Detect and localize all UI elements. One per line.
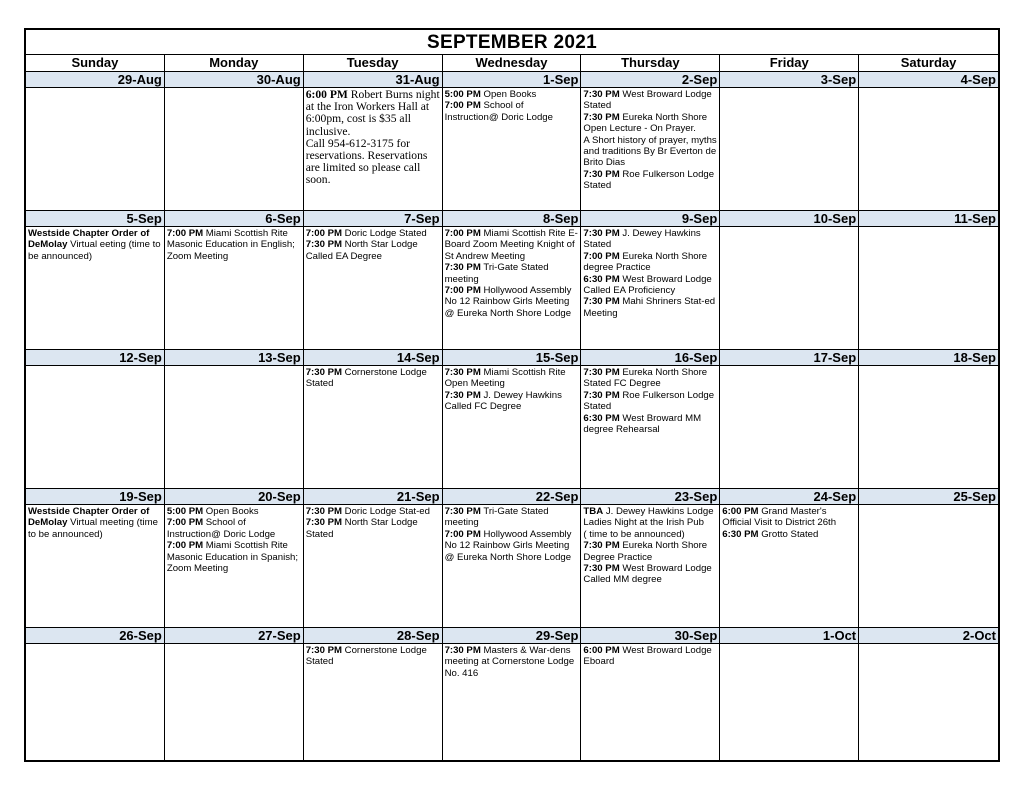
day-cell[interactable] (26, 489, 165, 627)
event-item (167, 506, 302, 517)
event-time: 7:00 PM (444, 285, 481, 297)
event-time: 7:30 PM (583, 89, 620, 100)
day-events (859, 366, 998, 367)
event-time: 6:00 PM (305, 88, 348, 101)
day-cell[interactable] (304, 350, 443, 488)
day-events (304, 644, 442, 668)
day-events (165, 505, 303, 574)
event-item (583, 89, 718, 112)
day-events (581, 366, 719, 435)
day-cell[interactable] (304, 489, 443, 627)
weekday-tuesday: Tuesday (304, 55, 443, 71)
event-item (28, 228, 163, 262)
day-events (443, 227, 581, 319)
day-events (165, 366, 303, 367)
day-cell[interactable] (581, 350, 720, 488)
day-date: 29-Sep (443, 628, 581, 644)
calendar-title: SEPTEMBER 2021 (26, 30, 998, 55)
day-events (720, 88, 858, 89)
event-item (445, 506, 580, 529)
event-text: Cornerstone Lodge Stated (305, 367, 427, 390)
day-cell[interactable] (581, 72, 720, 210)
day-date: 16-Sep (581, 350, 719, 366)
day-cell[interactable] (443, 72, 582, 210)
event-text: Robert Burns night at the Iron Workers Hall at 6:00pm, cost is $35 all inclusive. Call 954-612-3175 for reservations. Reservations are limited so please call soon. (305, 88, 440, 187)
event-text: Miami Scottish Rite Masonic Education in Spanish; Zoom Meeting (166, 540, 299, 575)
event-text: Eureka North Shore degree Practice (583, 250, 708, 274)
event-item (28, 506, 163, 540)
event-time: 7:30 PM (444, 367, 481, 378)
weekday-sunday: Sunday (26, 55, 165, 71)
day-cell[interactable] (443, 350, 582, 488)
day-events (581, 88, 719, 192)
event-item (306, 367, 441, 390)
day-cell[interactable] (443, 489, 582, 627)
event-item (722, 506, 857, 529)
day-cell[interactable] (859, 72, 998, 210)
event-time: 7:30 PM (305, 517, 342, 529)
event-text: School of Instruction@ Doric Lodge (166, 517, 276, 540)
day-date: 12-Sep (26, 350, 164, 366)
event-item (445, 390, 580, 413)
day-cell[interactable] (165, 489, 304, 627)
event-text: Tri-Gate Stated meeting (444, 506, 549, 529)
day-cell[interactable] (859, 211, 998, 349)
day-date: 19-Sep (26, 489, 164, 505)
day-events (581, 227, 719, 319)
event-item (583, 506, 718, 540)
event-item (306, 506, 441, 517)
event-text: West Broward Lodge Stated (583, 89, 712, 112)
event-text: Roe Fulkerson Lodge Stated (583, 168, 715, 192)
event-text: Grotto Stated (761, 528, 819, 540)
day-events (720, 227, 858, 228)
day-cell[interactable] (859, 628, 998, 760)
event-text: School of Instruction@ Doric Lodge (444, 100, 553, 123)
event-item (167, 540, 302, 574)
day-events (581, 505, 719, 586)
day-date: 11-Sep (859, 211, 998, 227)
event-text: Open Books (483, 89, 537, 100)
event-item (306, 239, 441, 262)
event-item (445, 89, 580, 100)
day-cell[interactable] (581, 211, 720, 349)
event-item (583, 413, 718, 436)
event-time: 7:30 PM (444, 645, 481, 656)
event-text: Open Books (205, 506, 259, 517)
event-text: West Broward MM degree Rehearsal (583, 412, 702, 436)
weekday-saturday: Saturday (900, 55, 957, 70)
day-date: 17-Sep (720, 350, 858, 366)
event-text: J. Dewey Hawkins Stated (583, 228, 701, 251)
event-time: 7:00 PM (444, 100, 481, 112)
day-date: 5-Sep (26, 211, 164, 227)
day-date: 15-Sep (443, 350, 581, 366)
event-item (583, 274, 718, 297)
day-cell[interactable] (26, 72, 165, 210)
event-text: Virtual eeting (time to be announced) (28, 239, 161, 262)
event-item (583, 251, 718, 274)
event-text: Masters & War-dens meeting at Cornerstone Lodge No. 416 (444, 645, 575, 679)
weekday-wednesday: Wednesday (443, 55, 582, 71)
event-item (306, 228, 441, 239)
event-time: 6:30 PM (583, 412, 620, 424)
day-date: 22-Sep (443, 489, 581, 505)
event-item (722, 529, 857, 540)
event-time: 7:00 PM (583, 250, 620, 262)
event-item (583, 563, 718, 586)
day-cell[interactable] (165, 72, 304, 210)
event-item (583, 540, 718, 563)
day-events (304, 88, 442, 187)
day-events (304, 505, 442, 540)
event-time: 7:30 PM (583, 168, 620, 180)
day-events (859, 505, 998, 506)
week-row (26, 628, 998, 760)
event-text: West Broward Lodge Eboard (583, 645, 712, 668)
week-row (26, 72, 998, 211)
event-text: Grand Master's Official Visit to District 26th (722, 506, 837, 529)
event-item (306, 645, 441, 668)
day-date: 29-Aug (26, 72, 164, 88)
day-events (26, 644, 164, 645)
day-events (304, 227, 442, 262)
event-item (167, 228, 302, 262)
event-item (445, 645, 580, 679)
event-time: 7:30 PM (583, 228, 620, 239)
week-row (26, 489, 998, 628)
event-time: Westside Chapter Order of DeMolay (28, 228, 150, 251)
day-date: 23-Sep (581, 489, 719, 505)
day-date: 1-Oct (720, 628, 858, 644)
event-text: Eureka North Shore Open Lecture - On Prayer. A Short history of prayer, myths and traditions By Br Everton de Brito Dias (583, 111, 717, 169)
event-item (583, 228, 718, 251)
event-text: North Star Lodge Stated (305, 517, 418, 540)
day-date: 7-Sep (304, 211, 442, 227)
day-date: 30-Sep (581, 628, 719, 644)
event-text: Virtual meeting (time to be announced) (28, 517, 158, 540)
event-time: 7:30 PM (444, 262, 481, 274)
weekday-header (26, 55, 998, 72)
day-cell[interactable] (165, 628, 304, 760)
day-date: 6-Sep (165, 211, 303, 227)
event-item (445, 367, 580, 390)
day-events (859, 227, 998, 228)
day-cell[interactable] (859, 350, 998, 488)
day-cell[interactable] (304, 72, 443, 210)
event-time: 7:00 PM (166, 517, 204, 529)
event-text: J. Dewey Hawkins Lodge Ladies Night at the Irish Pub ( time to be announced) (583, 506, 714, 540)
event-item (583, 645, 718, 668)
event-text: West Broward Lodge Called MM degree (583, 563, 712, 586)
event-item (445, 100, 580, 123)
event-time: 7:30 PM (444, 506, 481, 517)
day-events (165, 644, 303, 645)
event-text: West Broward Lodge Called EA Proficiency (583, 273, 712, 297)
weekday-monday: Monday (165, 55, 304, 71)
event-time: 7:00 PM (166, 540, 204, 552)
day-cell[interactable] (304, 628, 443, 760)
event-item (583, 367, 718, 390)
event-time: 6:30 PM (722, 528, 759, 540)
event-time: 7:30 PM (305, 506, 342, 517)
week-row (26, 350, 998, 489)
day-events (859, 644, 998, 645)
event-time: 7:00 PM (444, 528, 481, 540)
day-events (165, 227, 303, 262)
day-cell[interactable] (443, 211, 582, 349)
event-text: Doric Lodge Stated (344, 228, 427, 239)
day-cell[interactable] (720, 489, 859, 627)
day-cell[interactable] (165, 350, 304, 488)
day-cell[interactable] (720, 350, 859, 488)
event-item (445, 529, 580, 563)
day-date: 26-Sep (26, 628, 164, 644)
event-time: TBA (583, 506, 604, 517)
day-events (443, 88, 581, 123)
day-date: 9-Sep (581, 211, 719, 227)
event-text: Hollywood Assembly No 12 Rainbow Girls Meeting @ Eureka North Shore Lodge (444, 285, 572, 319)
weekday-thursday: Thursday (581, 55, 720, 71)
day-date: 2-Sep (581, 72, 719, 88)
day-cell[interactable] (304, 211, 443, 349)
event-text: Doric Lodge Stat-ed (344, 506, 430, 517)
event-item (583, 112, 718, 169)
day-cell[interactable] (720, 628, 859, 760)
day-events (720, 505, 858, 540)
day-events (720, 644, 858, 645)
day-date: 1-Sep (443, 72, 581, 88)
day-date: 14-Sep (304, 350, 442, 366)
event-item (445, 262, 580, 285)
event-item (167, 517, 302, 540)
calendar (24, 28, 1000, 762)
day-date: 8-Sep (443, 211, 581, 227)
event-time: 5:00 PM (444, 89, 481, 100)
event-time: 7:00 PM (166, 228, 204, 239)
event-time: 7:30 PM (583, 389, 620, 401)
event-time: 7:30 PM (583, 367, 620, 378)
day-cell[interactable] (26, 628, 165, 760)
week-row (26, 211, 998, 350)
day-events (720, 366, 858, 367)
day-date: 4-Sep (859, 72, 998, 88)
event-text: Miami Scottish Rite Open Meeting (444, 367, 566, 390)
event-time: 7:30 PM (444, 389, 481, 401)
day-cell[interactable] (581, 489, 720, 627)
day-date: 18-Sep (859, 350, 998, 366)
day-events (165, 88, 303, 89)
event-item (306, 517, 441, 540)
event-item (583, 169, 718, 192)
event-item (306, 89, 441, 187)
event-time: Westside Chapter Order of DeMolay (28, 506, 150, 529)
event-text: Miami Scottish Rite E-Board Zoom Meeting Knight of St Andrew Meeting (444, 228, 578, 262)
day-cell[interactable] (859, 489, 998, 627)
day-date: 25-Sep (859, 489, 998, 505)
day-events (26, 366, 164, 367)
day-cell[interactable] (581, 628, 720, 760)
day-events (26, 88, 164, 89)
event-text: Eureka North Shore Degree Practice (583, 540, 708, 563)
event-time: 7:00 PM (305, 228, 342, 239)
event-text: Hollywood Assembly No 12 Rainbow Girls Meeting @ Eureka North Shore Lodge (444, 528, 572, 563)
event-text: Miami Scottish Rite Masonic Education in English; Zoom Meeting (166, 228, 295, 262)
event-text: Mahi Shriners Stat-ed Meeting (583, 296, 716, 319)
day-date: 2-Oct (859, 628, 998, 644)
weekday-friday: Friday (720, 55, 859, 71)
event-time: 7:30 PM (305, 645, 342, 656)
day-date: 31-Aug (304, 72, 442, 88)
day-events (26, 505, 164, 540)
event-item (445, 228, 580, 262)
event-text: North Star Lodge Called EA Degree (305, 239, 418, 262)
event-item (583, 296, 718, 319)
event-item (583, 390, 718, 413)
day-date: 28-Sep (304, 628, 442, 644)
day-events (443, 366, 581, 413)
day-date: 10-Sep (720, 211, 858, 227)
event-text: Eureka North Shore Stated FC Degree (583, 367, 708, 390)
day-date: 24-Sep (720, 489, 858, 505)
event-time: 7:30 PM (583, 563, 620, 575)
day-events (26, 227, 164, 262)
event-time: 7:30 PM (305, 367, 342, 378)
event-text: Roe Fulkerson Lodge Stated (583, 389, 715, 413)
day-events (859, 88, 998, 89)
day-cell[interactable] (443, 628, 582, 760)
day-cell[interactable] (720, 211, 859, 349)
calendar-grid (26, 72, 998, 760)
day-cell[interactable] (165, 211, 304, 349)
day-events (304, 366, 442, 390)
day-events (581, 644, 719, 668)
day-date: 27-Sep (165, 628, 303, 644)
event-item (445, 285, 580, 319)
day-cell[interactable] (720, 72, 859, 210)
day-events (443, 505, 581, 563)
event-time: 7:30 PM (583, 540, 620, 552)
event-time: 6:00 PM (583, 645, 620, 656)
event-time: 5:00 PM (166, 506, 204, 517)
day-cell[interactable] (26, 350, 165, 488)
event-text: Cornerstone Lodge Stated (305, 645, 427, 668)
event-time: 7:30 PM (583, 296, 620, 308)
event-text: J. Dewey Hawkins Called FC Degree (444, 389, 562, 413)
day-date: 3-Sep (720, 72, 858, 88)
event-time: 7:30 PM (305, 239, 342, 251)
day-events (443, 644, 581, 679)
day-date: 13-Sep (165, 350, 303, 366)
event-text: Tri-Gate Stated meeting (444, 262, 549, 285)
day-date: 30-Aug (165, 72, 303, 88)
day-date: 20-Sep (165, 489, 303, 505)
event-time: 6:00 PM (722, 506, 759, 517)
event-time: 7:30 PM (583, 111, 620, 123)
event-time: 6:30 PM (583, 273, 620, 285)
event-time: 7:00 PM (444, 228, 481, 239)
day-cell[interactable] (26, 211, 165, 349)
day-date: 21-Sep (304, 489, 442, 505)
